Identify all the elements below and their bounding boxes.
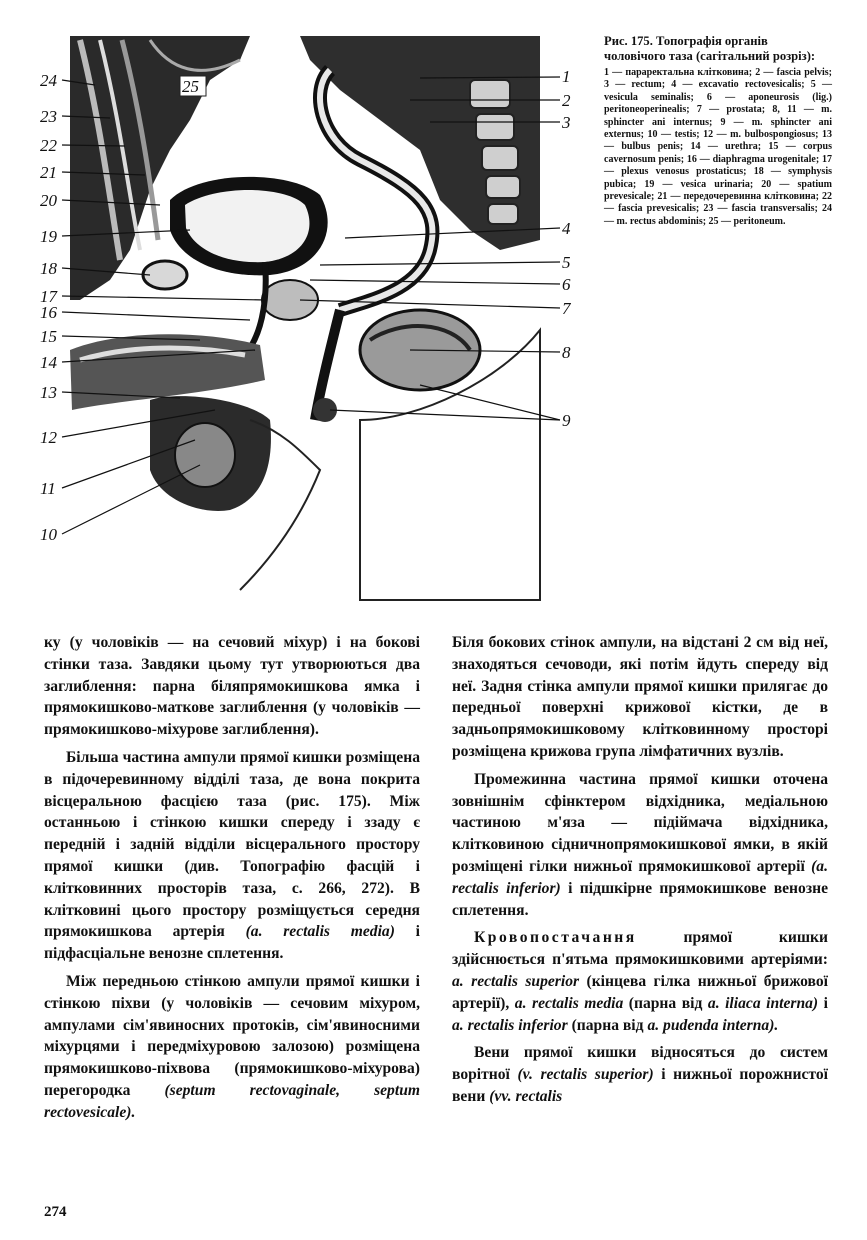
pelvis-sagittal-section-illustration bbox=[0, 0, 600, 612]
latin-term: (septum rectovaginale, septum rectovesicale). bbox=[44, 1081, 420, 1121]
latin-term: a. rectalis superior bbox=[452, 972, 580, 990]
figure-label: 2 bbox=[562, 91, 571, 110]
figure-label: 18 bbox=[40, 259, 57, 278]
text-column-right bbox=[452, 632, 828, 1108]
figure-label: 24 bbox=[40, 71, 57, 90]
paragraph bbox=[452, 632, 828, 763]
figure-label: 19 bbox=[40, 227, 57, 246]
text-run: Промежинна частина прямої кишки оточена зовнішнім сфінктером відхідника, медіальною частиною м'яза — підіймача відхідника, клітковиною сідничнопрямокишкової ямки, в якій розміщені гілки нижньої прямокишкової артерії bbox=[452, 770, 828, 875]
text-run: прямої кишки здійснюється п'ятьма прямокишковими артеріями: bbox=[452, 929, 828, 969]
figure-label: 1 bbox=[562, 67, 571, 86]
figure-label: 23 bbox=[40, 107, 57, 126]
text-run: Більша частина ампули прямої кишки розміщена в підочеревинному відділі таза, де вона покрита вісцеральною фасцією таза (рис. 175). Між останньою і стінкою кишки спереду і ззаду є передній і задній відділи вісцерального простору прямої кишки (див. Топографію фасцій і клітковинних просторів таза, с. 266, 272). В клітковині цього простору розміщується середня прямокишкова артерія bbox=[44, 748, 420, 941]
text-run: Між передньою стінкою ампули прямої кишки і стінкою піхви (у чоловіків — сечовим міхуром, ампулами сім'явиносних протоків, сім'явиносними міхурцями і передміхуровою залозою) розміщена прямокишково-піхвова (прямокишково-міхурова) перегородка bbox=[44, 972, 420, 1099]
text-run: (парна від bbox=[571, 1016, 644, 1034]
figure-label: 17 bbox=[40, 287, 57, 306]
figure-label: 11 bbox=[40, 479, 56, 498]
figure-label: 4 bbox=[562, 219, 571, 238]
figure-labels-right bbox=[561, 67, 572, 430]
paragraph bbox=[44, 971, 420, 1124]
latin-term: a. iliaca interna) bbox=[707, 994, 819, 1012]
latin-term: a. rectalis inferior bbox=[452, 1016, 568, 1034]
figure-label: 16 bbox=[40, 303, 57, 322]
text-run: і нижньої порожнистої вени bbox=[452, 1066, 828, 1105]
figure-label: 21 bbox=[40, 163, 57, 182]
latin-term: a. pudenda interna). bbox=[647, 1016, 779, 1034]
figure-label: 13 bbox=[40, 383, 57, 402]
text-run: Вени прямої кишки відносяться до систем ворітної bbox=[452, 1044, 828, 1084]
text-run: (парна від bbox=[628, 994, 703, 1012]
figure-label: 15 bbox=[40, 327, 57, 346]
caption-title: Рис. 175. Топографія органів чоловічого таза (сагітальний розріз): bbox=[604, 34, 816, 63]
figure-label-peritoneum: 25 bbox=[182, 77, 199, 96]
text-run: і bbox=[823, 994, 828, 1012]
text-run: (кінцева гілка нижньої брижової артерії), bbox=[452, 972, 828, 1012]
text-run: і підшкірне прямокишкове венозне сплетення. bbox=[452, 879, 828, 919]
text-column-left bbox=[44, 632, 420, 1124]
paragraph bbox=[452, 1042, 828, 1107]
figure-label: 12 bbox=[40, 428, 57, 447]
latin-term: (vv. rectalis bbox=[489, 1087, 563, 1105]
figure-label: 5 bbox=[562, 253, 571, 272]
figure-label: 20 bbox=[40, 191, 57, 210]
figure-label: 9 bbox=[562, 411, 571, 430]
text-run: ку (у чоловіків — на сечовий міхур) і на бокові стінки таза. Завдяки цьому тут утворюються два заглиблення: парна біляпрямокишкова ямка і прямокишково-маткове заглиблення (у чоловіків — прямокишково-міхурове заглиблення). bbox=[44, 634, 420, 739]
figure-label: 14 bbox=[40, 353, 57, 372]
figure-labels-left bbox=[40, 71, 59, 544]
figure-label: 3 bbox=[562, 113, 571, 132]
figure-label: 10 bbox=[40, 525, 57, 544]
figure-label: 7 bbox=[562, 299, 571, 318]
latin-term: (a. rectalis media) bbox=[245, 923, 395, 941]
latin-term: (a. rectalis inferior) bbox=[452, 857, 828, 897]
figure-label: 6 bbox=[562, 275, 571, 294]
latin-term: (v. rectalis superior) bbox=[517, 1066, 654, 1084]
paragraph bbox=[44, 632, 420, 741]
figure-label: 22 bbox=[40, 136, 57, 155]
paragraph bbox=[44, 747, 420, 965]
caption-legend: 1 — параректальна клітковина; 2 — fascia pelvis; 3 — rectum; 4 — excavatio rectovesicalis; 5 — vesicula seminalis; 6 — aponeurosis (lig.) peritoneoperinealis; 7 — prostata; 8, 11 — m. sphincter ani internus; 9 — m. sphincter ani externus; 10 — testis; 12 — m. bulbospongiosus; 13 — bulbus penis; 14 — urethra; 15 — corpus cavernosum penis; 16 — diaphragma urogenitale; 17 — plexus venosus prostaticus; 18 — symphysis pubica; 19 — vesica urinaria; 20 — spatium prevesicale; 21 — передочеревинна клітковина; 22 — fascia prevesicalis; 23 — fascia transversalis; 24 — m. rectus abdominis; 25 — peritoneum. bbox=[604, 67, 832, 227]
anatomical-figure bbox=[0, 0, 600, 612]
page-number: 274 bbox=[44, 1204, 67, 1220]
figure-label: 8 bbox=[562, 343, 571, 362]
paragraph bbox=[452, 927, 828, 1036]
latin-term: a. rectalis media bbox=[514, 994, 624, 1012]
paragraph bbox=[452, 769, 828, 922]
figure-caption bbox=[604, 34, 832, 228]
text-run: і підфасціальне венозне сплетення. bbox=[44, 923, 420, 963]
spaced-term: Кровопостачання bbox=[474, 929, 637, 947]
text-run: Біля бокових стінок ампули, на відстані 2 см від неї, знаходяться сечоводи, які потім йдуть спереду від неї. Задня стінка ампули прямої кишки прилягає до передньої поверхні крижової кістки, де в задньопрямокишковому клітковинному просторі розміщена крижова група лімфатичних вузлів. bbox=[452, 634, 828, 760]
